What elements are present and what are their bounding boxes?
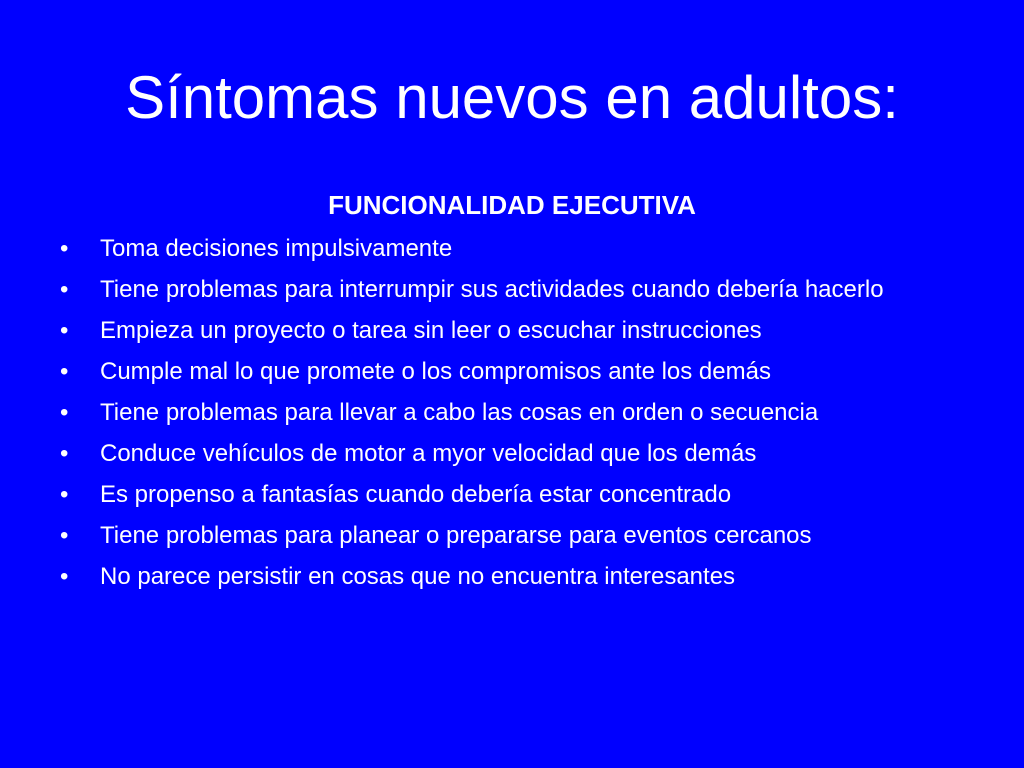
- list-item-text: Conduce vehículos de motor a myor velocidad que los demás: [100, 440, 757, 467]
- bullet-marker: •: [60, 399, 69, 426]
- list-item-text: Tiene problemas para planear o prepararse para eventos cercanos: [100, 522, 812, 549]
- bullet-marker: •: [60, 317, 69, 344]
- bullet-marker: •: [60, 276, 69, 303]
- list-item: [60, 397, 980, 429]
- bullet-marker: •: [60, 358, 69, 385]
- bullet-list: [60, 233, 980, 602]
- list-item: [60, 315, 980, 347]
- list-item-text: Cumple mal lo que promete o los compromisos ante los demás: [100, 358, 771, 385]
- bullet-marker: •: [60, 235, 69, 262]
- bullet-marker: •: [60, 563, 69, 590]
- list-item: [60, 356, 980, 388]
- section-heading: FUNCIONALIDAD EJECUTIVA: [328, 190, 696, 220]
- list-item-text: No parece persistir en cosas que no encuentra interesantes: [100, 563, 736, 590]
- list-item: [60, 520, 980, 552]
- list-item: [60, 274, 980, 306]
- list-item: [60, 233, 980, 265]
- list-item-text: Tiene problemas para llevar a cabo las cosas en orden o secuencia: [100, 399, 819, 426]
- list-item: [60, 438, 980, 470]
- list-item: [60, 479, 980, 511]
- list-item-text: Tiene problemas para interrumpir sus actividades cuando debería hacerlo: [100, 276, 884, 303]
- bullet-marker: •: [60, 522, 69, 549]
- list-item-text: Empieza un proyecto o tarea sin leer o escuchar instrucciones: [100, 317, 762, 344]
- bullet-marker: •: [60, 440, 69, 467]
- bullet-marker: •: [60, 481, 69, 508]
- list-item-text: Es propenso a fantasías cuando debería estar concentrado: [100, 481, 732, 508]
- slide-title: Síntomas nuevos en adultos:: [125, 64, 899, 131]
- list-item-text: Toma decisiones impulsivamente: [100, 235, 453, 262]
- list-item: [60, 561, 980, 593]
